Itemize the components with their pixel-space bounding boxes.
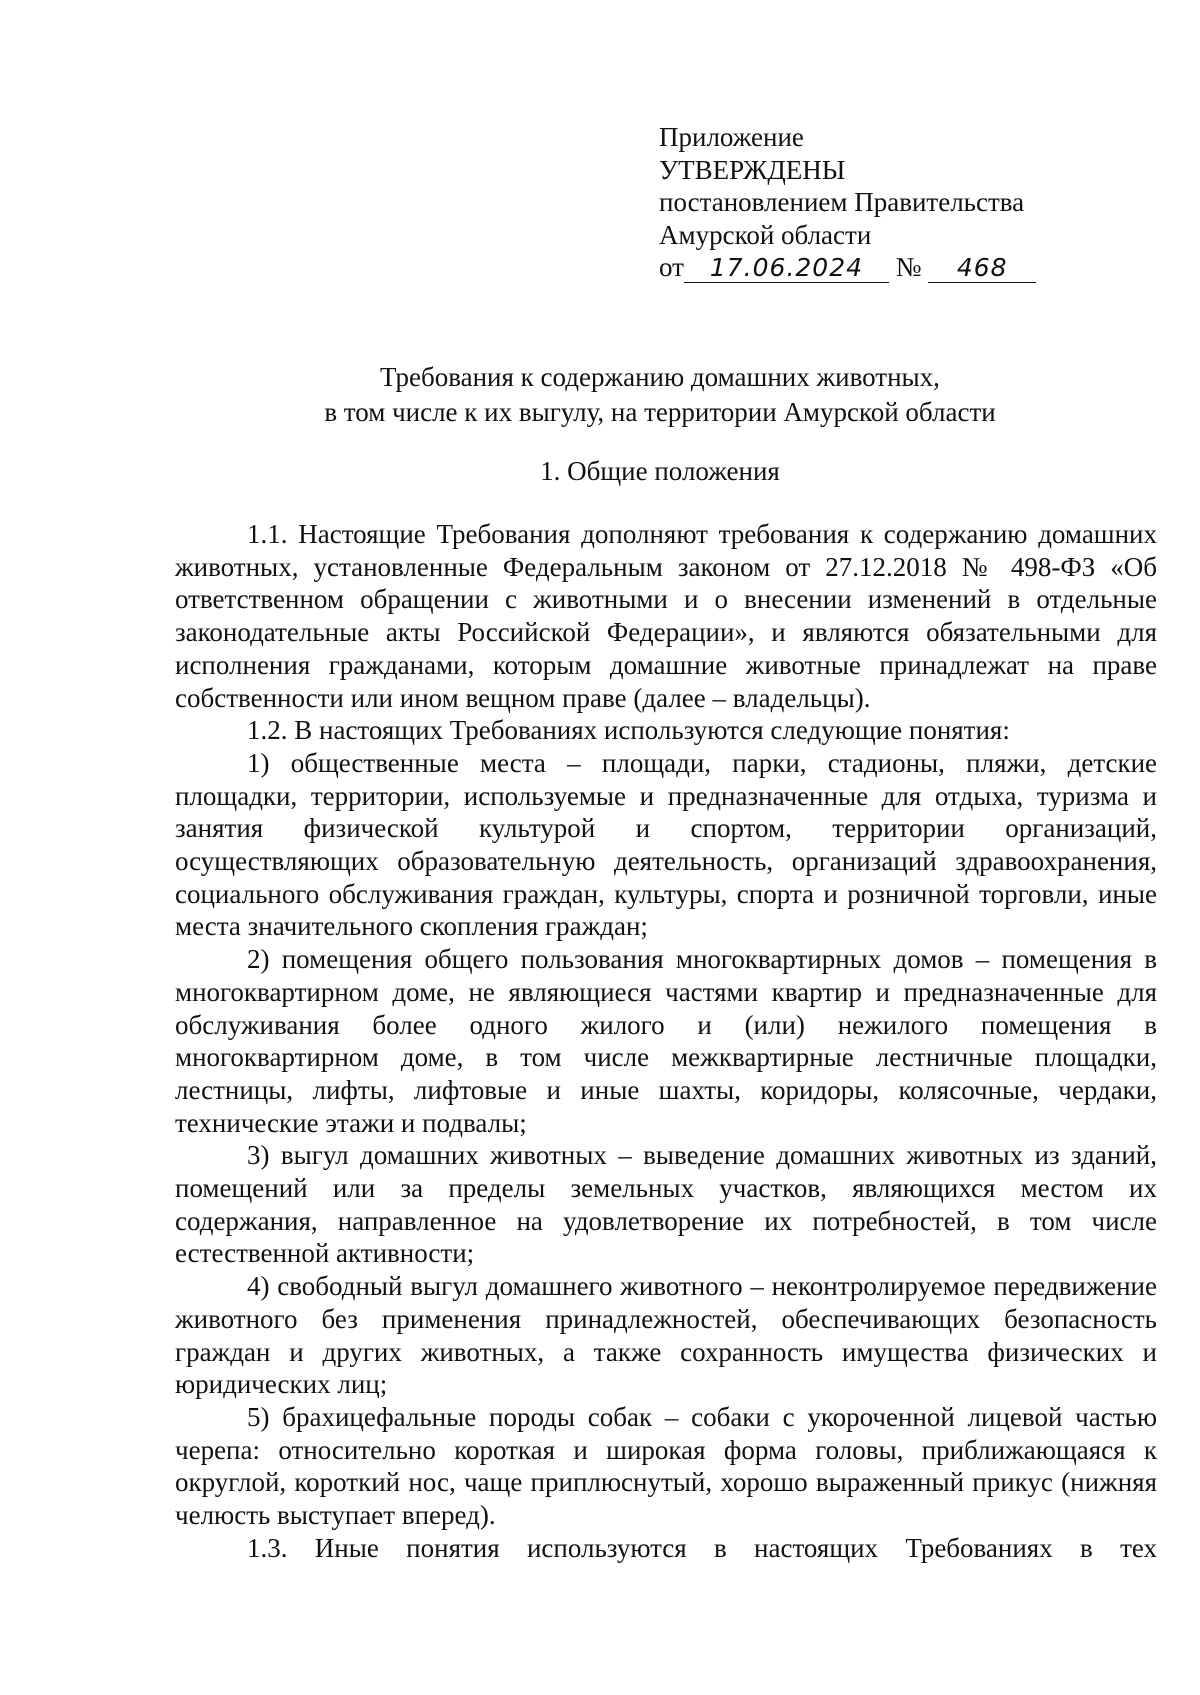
approval-block — [659, 121, 1036, 284]
paragraph-1-2: 1.2. В настоящих Требованиях используются следующие понятия: — [247, 715, 1010, 746]
handwritten-number: 468 — [928, 254, 1036, 283]
title-line-1: Требования к содержанию домашних животных, — [380, 362, 940, 392]
date-number-line — [659, 251, 1036, 284]
document-title — [160, 360, 1160, 430]
paragraph-1-3: 1.3. Иные понятия используются в настоящих Требованиях в тех — [247, 1532, 1157, 1563]
appendix-label: Приложение — [659, 122, 804, 152]
paragraph-1-1: 1.1. Настоящие Требования дополняют требования к содержанию домашних животных, установленные Федеральным законом от 27.12.2018 № 498-ФЗ «Об ответственном обращении с животными и о внесении изменений в отдельные законодательные акты Российской Федерации», и являются обязательными для исполнения гражданами, которым домашние животные принадлежат на праве собственности или ином вещном праве (далее – владельцы). — [175, 519, 1157, 713]
document-body — [175, 518, 1157, 1565]
definition-1: 1) общественные места – площади, парки, стадионы, пляжи, детские площадки, территории, используемые и предназначенные для отдыха, туризма и занятия физической культурой и спортом, территории организаций, осуществляющих образовательную деятельность, организаций здравоохранения, социального обслуживания граждан, культуры, спорта и розничной торговли, иные места значительного скопления граждан; — [175, 747, 1157, 942]
definition-5: 5) брахицефальные породы собак – собаки с укороченной лицевой частью черепа: относительно короткая и широкая форма головы, приближающаяся к округлой, короткий нос, чаще приплюснутый, хорошо выраженный прикус (нижняя челюсть выступает вперед). — [175, 1401, 1157, 1531]
date-prefix: от — [659, 252, 684, 282]
number-prefix: № — [895, 252, 922, 282]
section-heading: 1. Общие положения — [540, 456, 780, 486]
handwritten-date: 17.06.2024 — [684, 254, 889, 283]
definition-4: 4) свободный выгул домашнего животного – неконтролируемое передвижение животного без применения принадлежностей, обеспечивающих безопасность граждан и других животных, а также сохранность имущества физических и юридических лиц; — [175, 1271, 1157, 1400]
title-line-2: в том числе к их выгулу, на территории Амурской области — [324, 397, 996, 427]
definition-2: 2) помещения общего пользования многоквартирных домов – помещения в многоквартирном доме, не являющиеся частями квартир и предназначенные для обслуживания более одного жилого и (или) нежилого помещения в многоквартирном доме, в том числе межквартирные лестничные площадки, лестницы, лифты, лифтовые и иные шахты, коридоры, колясочные, чердаки, технические этажи и подвалы; — [175, 944, 1157, 1138]
approved-label: УТВЕРЖДЕНЫ — [659, 154, 846, 185]
region-line: Амурской области — [659, 219, 872, 250]
definition-3: 3) выгул домашних животных – выведение домашних животных из зданий, помещений или за пределы земельных участков, являющихся местом их содержания, направленное на удовлетворение их потребностей, в том числе естественной активности; — [175, 1140, 1157, 1269]
approved-by-line: постановлением Правительства — [659, 187, 1025, 217]
